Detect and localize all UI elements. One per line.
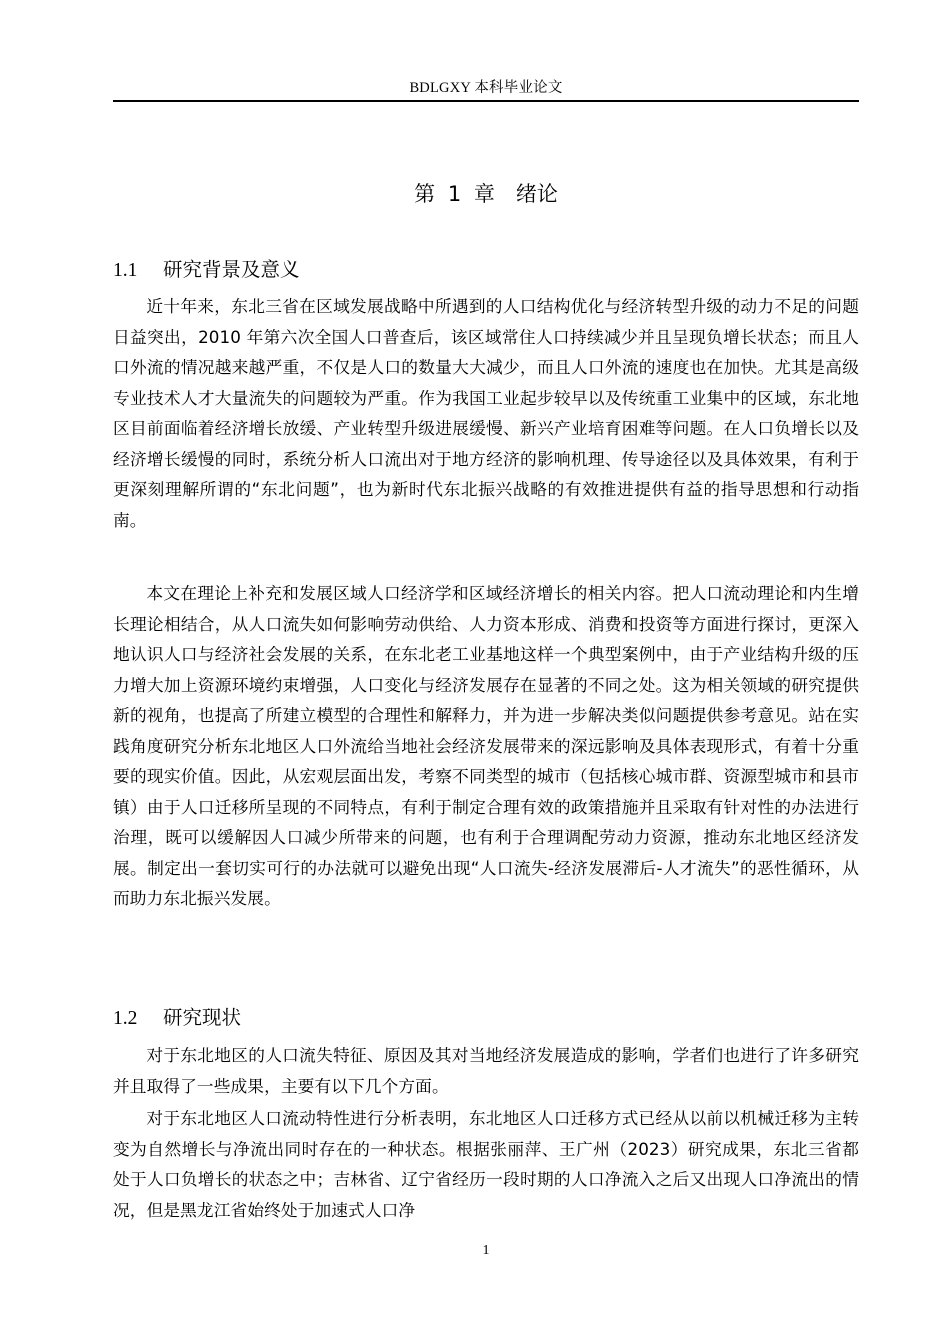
section-number: 1.2 [113,1008,138,1029]
section-heading-1-1 [113,254,300,282]
header-rule [113,100,859,102]
body-paragraph: 对于东北地区人口流动特性进行分析表明，东北地区人口迁移方式已经从以前以机械迁移为主转变为自然增长与净流出同时存在的一种状态。根据张丽萍、王广州（2023）研究成果，东北三省都处于人口负增长的状态之中；吉林省、辽宁省经历一段时期的人口净流入之后又出现人口净流出的情况，但是黑龙江省始终处于加速式人口净 [113,1108,859,1220]
body-paragraph: 近十年来，东北三省在区域发展战略中所遇到的人口结构优化与经济转型升级的动力不足的问题日益突出，2010 年第六次全国人口普查后，该区域常住人口持续减少并且呈现负增长状态；而且人口外流的情况越来越严重，不仅是人口的数量大大减少，而且人口外流的速度也在加快。尤其是高级专业技术人才大量流失的问题较为严重。作为我国工业起步较早以及传统重工业集中的区域，东北地区目前面临着经济增长放缓、产业转型升级进展缓慢、新兴产业培育困难等问题。在人口负增长以及经济增长缓慢的同时，系统分析人口流出对于地方经济的影响机理、传导途径以及具体效果，有利于更深刻理解所谓的“东北问题”，也为新时代东北振兴战略的有效推进提供有益的指导思想和行动指南。 [113,296,859,530]
section-heading-1-2 [113,1002,241,1030]
section-number: 1.1 [113,260,138,281]
section-title: 研究背景及意义 [163,258,300,281]
section-title: 研究现状 [163,1006,242,1029]
body-paragraph: 对于东北地区的人口流失特征、原因及其对当地经济发展造成的影响，学者们也进行了许多研究并且取得了一些成果，主要有以下几个方面。 [113,1045,859,1096]
page-number: 1 [482,1243,490,1258]
chapter-title: 第 1 章 绪论 [414,182,558,206]
body-paragraph: 本文在理论上补充和发展区域人口经济学和区域经济增长的相关内容。把人口流动理论和内生增长理论相结合，从人口流失如何影响劳动供给、人力资本形成、消费和投资等方面进行探讨，更深入地认识人口与经济社会发展的关系，在东北老工业基地这样一个典型案例中，由于产业结构升级的压力增大加上资源环境约束增强，人口变化与经济发展存在显著的不同之处。这为相关领域的研究提供新的视角，也提高了所建立模型的合理性和解释力，并为进一步解决类似问题提供参考意见。站在实践角度研究分析东北地区人口外流给当地社会经济发展带来的深远影响及具体表现形式，有着十分重要的现实价值。因此，从宏观层面出发，考察不同类型的城市（包括核心城市群、资源型城市和县市镇）由于人口迁移所呈现的不同特点，有利于制定合理有效的政策措施并且采取有针对性的办法进行治理，既可以缓解因人口减少所带来的问题，也有利于合理调配劳动力资源，推动东北地区经济发展。制定出一套切实可行的办法就可以避免出现“人口流失-经济发展滞后-人才流失”的恶性循环，从而助力东北振兴发展。 [113,583,859,908]
running-header: BDLGXY 本科毕业论文 [409,80,563,96]
